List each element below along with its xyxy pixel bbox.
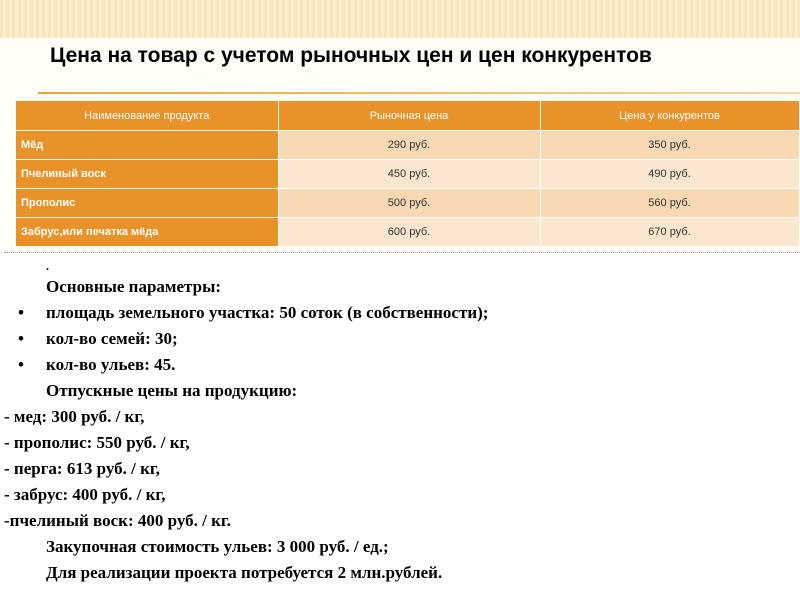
list-item-text: кол-во семей: 30; [46, 329, 178, 348]
decorative-top-band [0, 0, 800, 38]
market-price-cell: 450 руб. [278, 160, 540, 189]
table-row [16, 218, 799, 247]
market-price-cell: 600 руб. [278, 218, 540, 247]
list-item [0, 352, 800, 378]
product-name-cell: Забрус,или печатка мёда [16, 218, 278, 247]
product-name-cell: Пчелиный воск [16, 160, 278, 189]
column-header-product: Наименование продукта [16, 101, 278, 131]
bullet-icon: • [18, 355, 24, 374]
competitor-price-cell: 560 руб. [540, 189, 799, 218]
list-item [0, 300, 800, 326]
market-price-cell: 290 руб. [278, 131, 540, 160]
bullet-icon: • [18, 303, 24, 322]
table-row [16, 160, 799, 189]
project-funding: Для реализации проекта потребуется 2 млн.рублей. [46, 563, 443, 582]
list-item-text: кол-во ульев: 45. [46, 355, 176, 374]
purchase-cost: Закупочная стоимость ульев: 3 000 руб. / ед.; [46, 537, 389, 556]
list-item [0, 326, 800, 352]
table-row [16, 189, 799, 218]
price-line: - перга: 613 руб. / кг, [4, 459, 160, 478]
price-line: - прополис: 550 руб. / кг, [4, 433, 190, 452]
column-header-competitor-price: Цена у конкурентов [540, 101, 799, 131]
price-line: - забрус: 400 руб. / кг, [4, 485, 166, 504]
list-item-text: площадь земельного участка: 50 соток (в собственности); [46, 303, 489, 322]
product-name-cell: Прополис [16, 189, 278, 218]
panel-divider [4, 252, 800, 254]
competitor-price-cell: 490 руб. [540, 160, 799, 189]
project-parameters [0, 258, 800, 586]
product-name-cell: Мёд [16, 131, 278, 160]
prices-heading: Отпускные цены на продукцию: [46, 381, 298, 400]
slide-title: Цена на товар с учетом рыночных цен и цен конкурентов [50, 44, 652, 67]
column-header-market-price: Рыночная цена [278, 101, 540, 131]
table-header-row [16, 101, 799, 131]
params-heading: Основные параметры: [46, 277, 222, 296]
title-underline [38, 92, 800, 94]
competitor-price-cell: 350 руб. [540, 131, 799, 160]
bullet-icon: • [18, 329, 24, 348]
price-line: -пчелиный воск: 400 руб. / кг. [4, 511, 231, 530]
stray-dot: . [46, 259, 49, 273]
market-price-cell: 500 руб. [278, 189, 540, 218]
table-row [16, 131, 799, 160]
competitor-price-cell: 670 руб. [540, 218, 799, 247]
price-table [16, 101, 800, 246]
price-line: - мед: 300 руб. / кг, [4, 407, 145, 426]
